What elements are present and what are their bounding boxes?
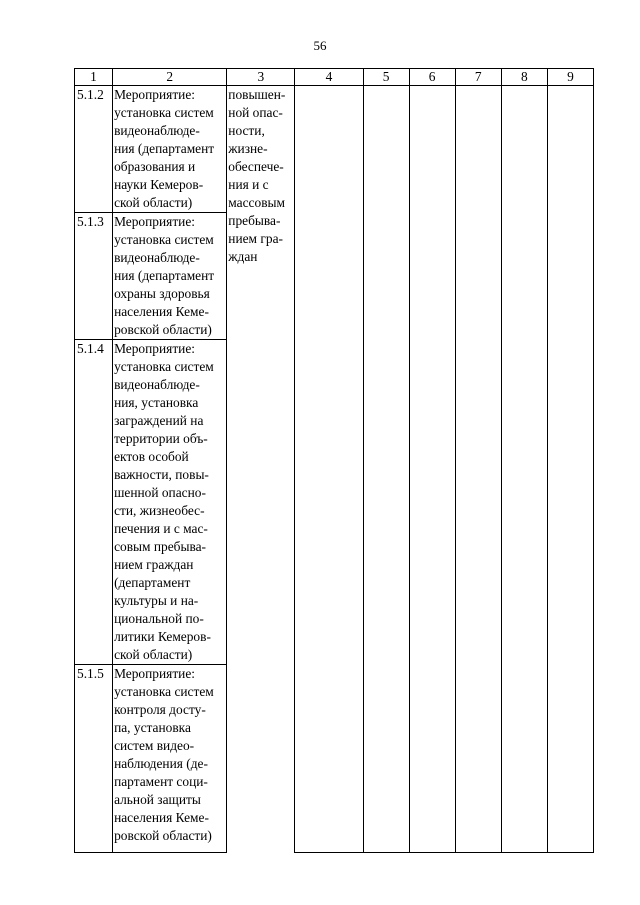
measure-description: Мероприятие: установка систем видеонаблюде- ния (департамент охраны здоровья населения Кеме- ровской области) <box>113 213 227 340</box>
column-header: 5 <box>363 69 409 86</box>
column-header: 1 <box>75 69 113 86</box>
column-header: 4 <box>295 69 363 86</box>
empty-cell <box>409 86 455 853</box>
column-header: 8 <box>501 69 547 86</box>
header-row <box>75 69 594 86</box>
table-row <box>75 86 594 213</box>
row-number: 5.1.3 <box>75 213 113 340</box>
column-header: 7 <box>455 69 501 86</box>
measure-description: Мероприятие: установка систем контроля досту- па, установка систем видео- наблюдения (де- партамент соци- альной защиты населения Кеме- ровской области) <box>113 665 227 853</box>
empty-cell <box>455 86 501 853</box>
row-number: 5.1.4 <box>75 340 113 665</box>
page-number: 56 <box>313 38 327 53</box>
measures-table <box>74 68 594 853</box>
empty-cell <box>363 86 409 853</box>
column-header: 2 <box>113 69 227 86</box>
measure-description: Мероприятие: установка систем видеонаблюде- ния, установка заграждений на территории объ- ектов особой важности, повы- шенной опасно- сти, жизнеобес- печения и с мас- совым пребыва- нием граждан (департамент культуры и на- циональной по- литики Кемеров- ской области) <box>113 340 227 665</box>
column-header: 3 <box>227 69 295 86</box>
empty-cell <box>295 86 363 853</box>
row-number: 5.1.2 <box>75 86 113 213</box>
object-category-cell: повышен- ной опас- ности, жизне- обеспече- ния и с массовым пребыва- нием гра- ждан <box>227 86 295 853</box>
column-header: 9 <box>547 69 593 86</box>
measure-description: Мероприятие: установка систем видеонаблюде- ния (департамент образования и науки Кемеров- ской области) <box>113 86 227 213</box>
column-header: 6 <box>409 69 455 86</box>
empty-cell <box>501 86 547 853</box>
empty-cell <box>547 86 593 853</box>
row-number: 5.1.5 <box>75 665 113 853</box>
